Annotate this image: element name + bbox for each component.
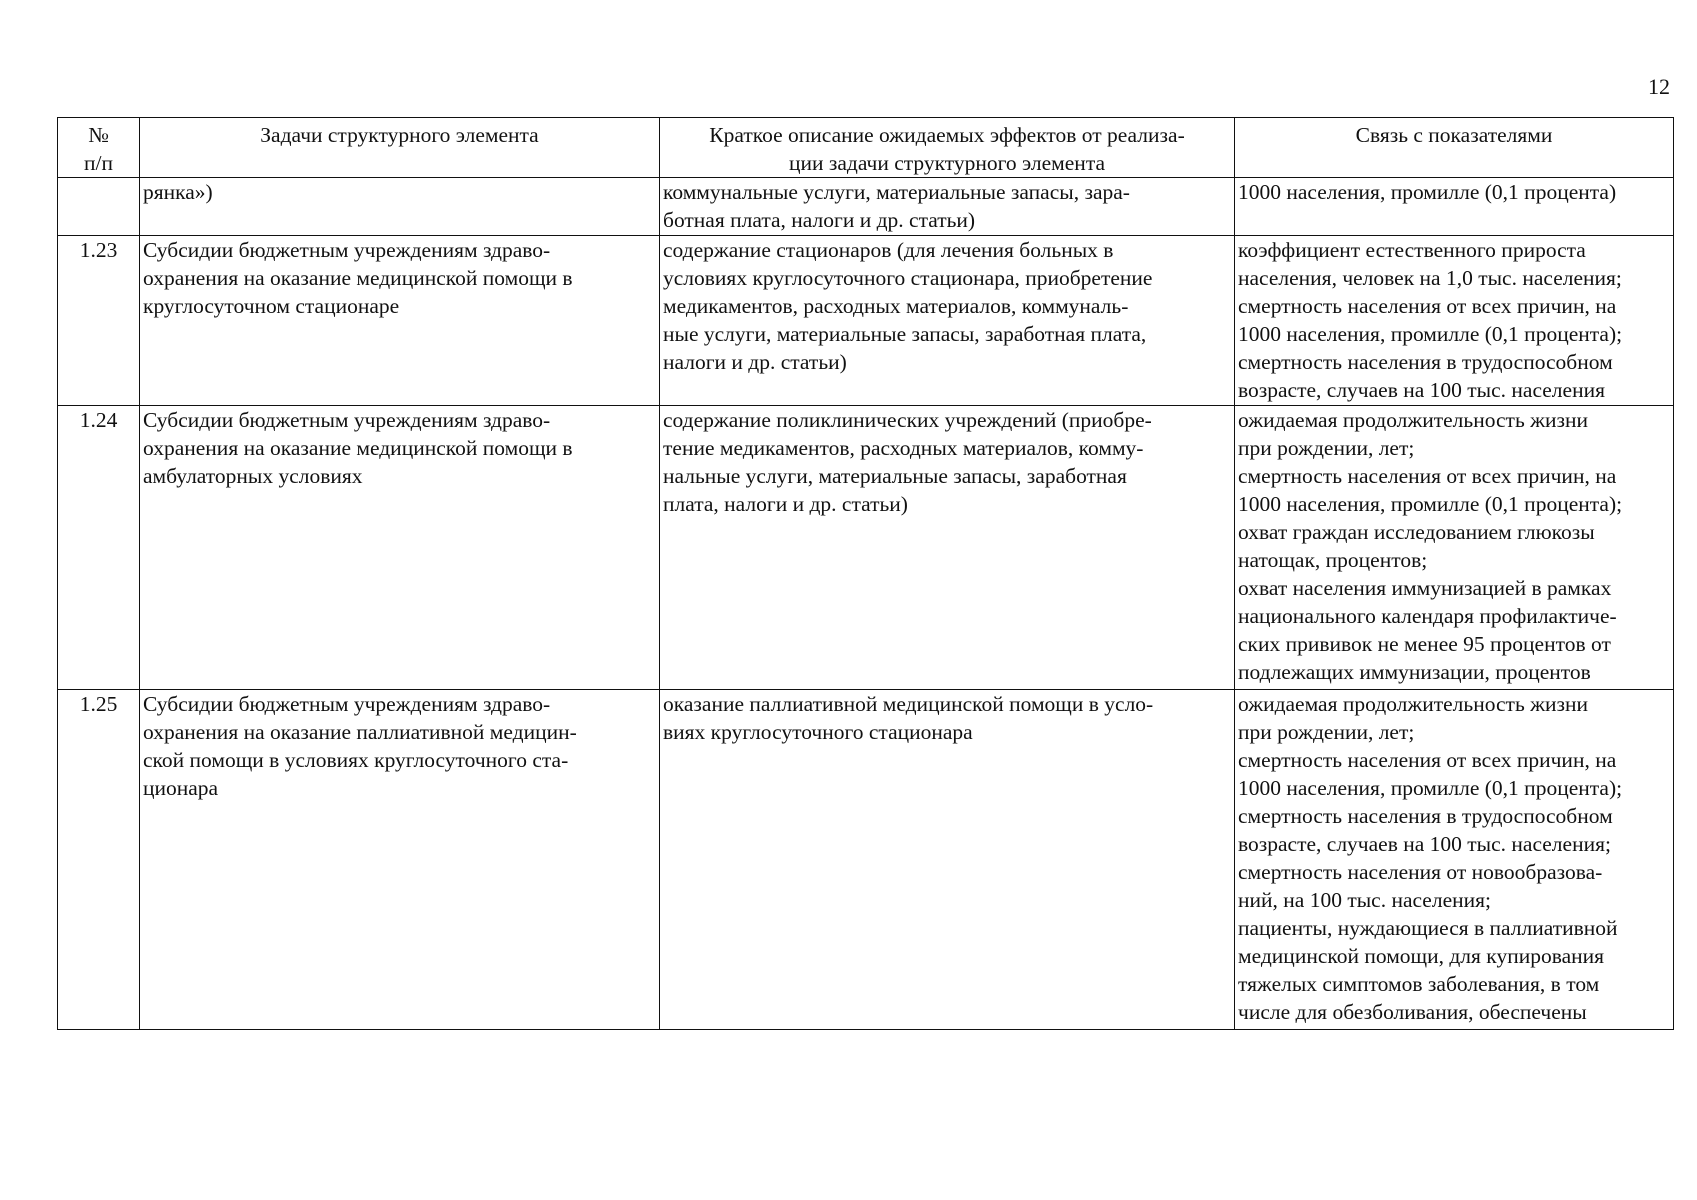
row-indicators: коэффициент естественного прироста населения, человек на 1,0 тыс. населения; смертность населения от всех причин, на 1000 населения, промилле (0,1 процента); смертность населения в трудоспособном возрасте, случаев на 100 тыс. населения <box>1235 236 1674 406</box>
row-effect: содержание стационаров (для лечения больных в условиях круглосуточного стационара, приобретение медикаментов, расходных материалов, коммуналь- ные услуги, материальные запасы, заработная плата, налоги и др. статьи) <box>660 236 1235 406</box>
row-effect: оказание паллиативной медицинской помощи в усло- виях круглосуточного стационара <box>660 690 1235 1030</box>
row-number: 1.25 <box>58 690 140 1030</box>
row-indicators: 1000 населения, промилле (0,1 процента) <box>1235 178 1674 236</box>
header-number: № п/п <box>58 118 140 178</box>
row-number <box>58 178 140 236</box>
table-header-row <box>58 118 1674 178</box>
row-effect: содержание поликлинических учреждений (приобре- тение медикаментов, расходных материалов, комму- нальные услуги, материальные запасы, заработная плата, налоги и др. статьи) <box>660 406 1235 690</box>
row-task: рянка») <box>140 178 660 236</box>
page-number: 12 <box>1648 74 1670 99</box>
header-indicators: Связь с показателями <box>1235 118 1674 178</box>
header-tasks: Задачи структурного элемента <box>140 118 660 178</box>
row-task: Субсидии бюджетным учреждениям здраво- охранения на оказание паллиативной медицин- ской помощи в условиях круглосуточного ста- ционара <box>140 690 660 1030</box>
table-row <box>58 178 1674 236</box>
table-row <box>58 690 1674 1030</box>
row-effect: коммунальные услуги, материальные запасы, зара- ботная плата, налоги и др. статьи) <box>660 178 1235 236</box>
row-indicators: ожидаемая продолжительность жизни при рождении, лет; смертность населения от всех причин, на 1000 населения, промилле (0,1 процента); смертность населения в трудоспособном возрасте, случаев на 100 тыс. населения; смертность населения от новообразова- ний, на 100 тыс. населения; пациенты, нуждающиеся в паллиативной медицинской помощи, для купирования тяжелых симптомов заболевания, в том числе для обезболивания, обеспечены <box>1235 690 1674 1030</box>
row-indicators: ожидаемая продолжительность жизни при рождении, лет; смертность населения от всех причин, на 1000 населения, промилле (0,1 процента); охват граждан исследованием глюкозы натощак, процентов; охват населения иммунизацией в рамках национального календаря профилактиче- ских прививок не менее 95 процентов от подлежащих иммунизации, процентов <box>1235 406 1674 690</box>
table-row <box>58 406 1674 690</box>
structural-element-tasks-table <box>57 117 1674 1030</box>
table-row <box>58 236 1674 406</box>
row-task: Субсидии бюджетным учреждениям здраво- охранения на оказание медицинской помощи в амбулаторных условиях <box>140 406 660 690</box>
row-number: 1.24 <box>58 406 140 690</box>
row-number: 1.23 <box>58 236 140 406</box>
header-effects: Краткое описание ожидаемых эффектов от реализа- ции задачи структурного элемента <box>660 118 1235 178</box>
row-task: Субсидии бюджетным учреждениям здраво- охранения на оказание медицинской помощи в круглосуточном стационаре <box>140 236 660 406</box>
